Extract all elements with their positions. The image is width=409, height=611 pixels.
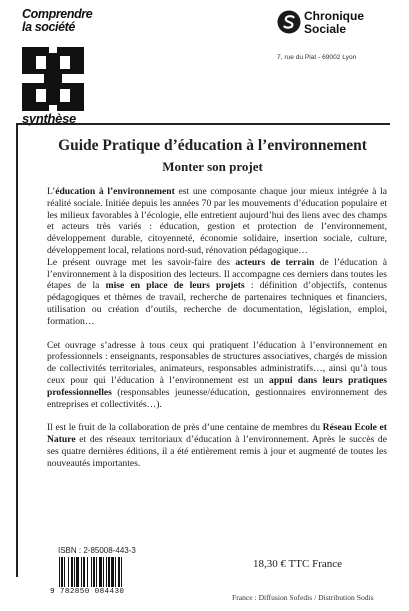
publisher-address: 7, rue du Plat - 69002 Lyon — [277, 54, 357, 61]
barcode-bar — [74, 557, 75, 587]
blurb-paragraph-1: L’éducation à l’environnement est une composante chaque jour mieux intégrée à la réalité sociale. Initiée depuis les années 70 par les mouvements d’éducation populaire et les milieux favorables à l’écologie, elle entretient aujourd’hui des liens avec des champs et acteurs très variés : éducation, gestion et protection de l’environnement, développement durable, citoyenneté, économie solidaire, insertion sociale, culture, développement local, relations nord-sud, rénovation pédagogique… Le présent ouvrage met les savoir-faire des acteurs de terrain de l’éducation à l’environnement à la disposition des lecteurs. Il accompagne ces derniers dans toutes les étapes de la mise en place de leurs projets : définition d’objectifs, contenus pédagogiques et thèmes de travail, recherche de partenaires techniques et financiers, utilisation ou création d’outils, recherche de documentation, législation, emploi, formation… — [47, 186, 387, 327]
barcode-bar — [64, 557, 65, 587]
series-line-1: Comprendre — [22, 7, 93, 21]
series-line-2: la société — [22, 20, 75, 34]
publisher-name — [304, 10, 364, 36]
blurb-paragraph-2: Cet ouvrage s’adresse à tous ceux qui pratiquent l’éducation à l’environnement en professionnels : enseignants, responsables de structures associatives, chargés de mission de collectivités territoriales, animateurs, responsables administratifs…, ainsi qu’à tous ceux pour qui l’éducation à l’environnement est un appui dans leurs pratiques professionnelles (responsables jeunesse/éducation, gestionnaires environnement des entreprises et collectivités…). — [47, 339, 387, 410]
barcode-bar — [91, 557, 92, 587]
barcode-bar — [59, 557, 60, 587]
series-logo-caption: synthèse — [22, 111, 76, 126]
barcode-bar — [118, 557, 120, 587]
barcode-bar — [81, 557, 82, 587]
barcode-bar — [71, 557, 73, 587]
barcode-bar — [61, 557, 63, 587]
barcode-bar — [115, 557, 116, 587]
publisher-name-line-1: Chronique — [304, 9, 364, 23]
barcode-bar — [87, 557, 88, 587]
book-subtitle: Monter son projet — [162, 159, 263, 174]
barcode-bar — [121, 557, 122, 587]
barcode-bar — [108, 557, 110, 587]
barcode-icon — [58, 557, 150, 587]
series-name — [22, 8, 92, 34]
barcode-bar — [99, 557, 102, 587]
barcode-number: 9 782850 084430 — [50, 588, 125, 596]
isbn-label: ISBN : 2-85008-443-3 — [58, 546, 136, 555]
blurb-paragraph-3: Il est le fruit de la collaboration de près d’une centaine de membres du Réseau Ecole et Nature et des réseaux territoriaux d’éducation à l’environnement. Après le succès de ses quatre dernières éditions, il a été entièrement remis à jour et augmenté de toutes les nouveautés importantes. — [47, 422, 387, 469]
barcode-bar — [76, 557, 79, 587]
barcode-bar — [93, 557, 95, 587]
book-title: Guide Pratique d’éducation à l’environnement — [58, 137, 367, 154]
publisher-logo-icon — [277, 10, 301, 34]
barcode-bar — [68, 557, 69, 587]
publisher-name-line-2: Sociale — [304, 22, 347, 36]
series-logo-icon — [22, 47, 84, 111]
distribution-note: France : Diffusion Sofedis / Distribution Sodis — [232, 593, 374, 602]
barcode-bar — [106, 557, 107, 587]
price-label: 18,30 € TTC France — [253, 558, 343, 570]
back-cover-blurb — [47, 186, 387, 482]
barcode-bar — [103, 557, 104, 587]
barcode-bar — [111, 557, 114, 587]
barcode-bar — [96, 557, 97, 587]
barcode-bar — [83, 557, 85, 587]
